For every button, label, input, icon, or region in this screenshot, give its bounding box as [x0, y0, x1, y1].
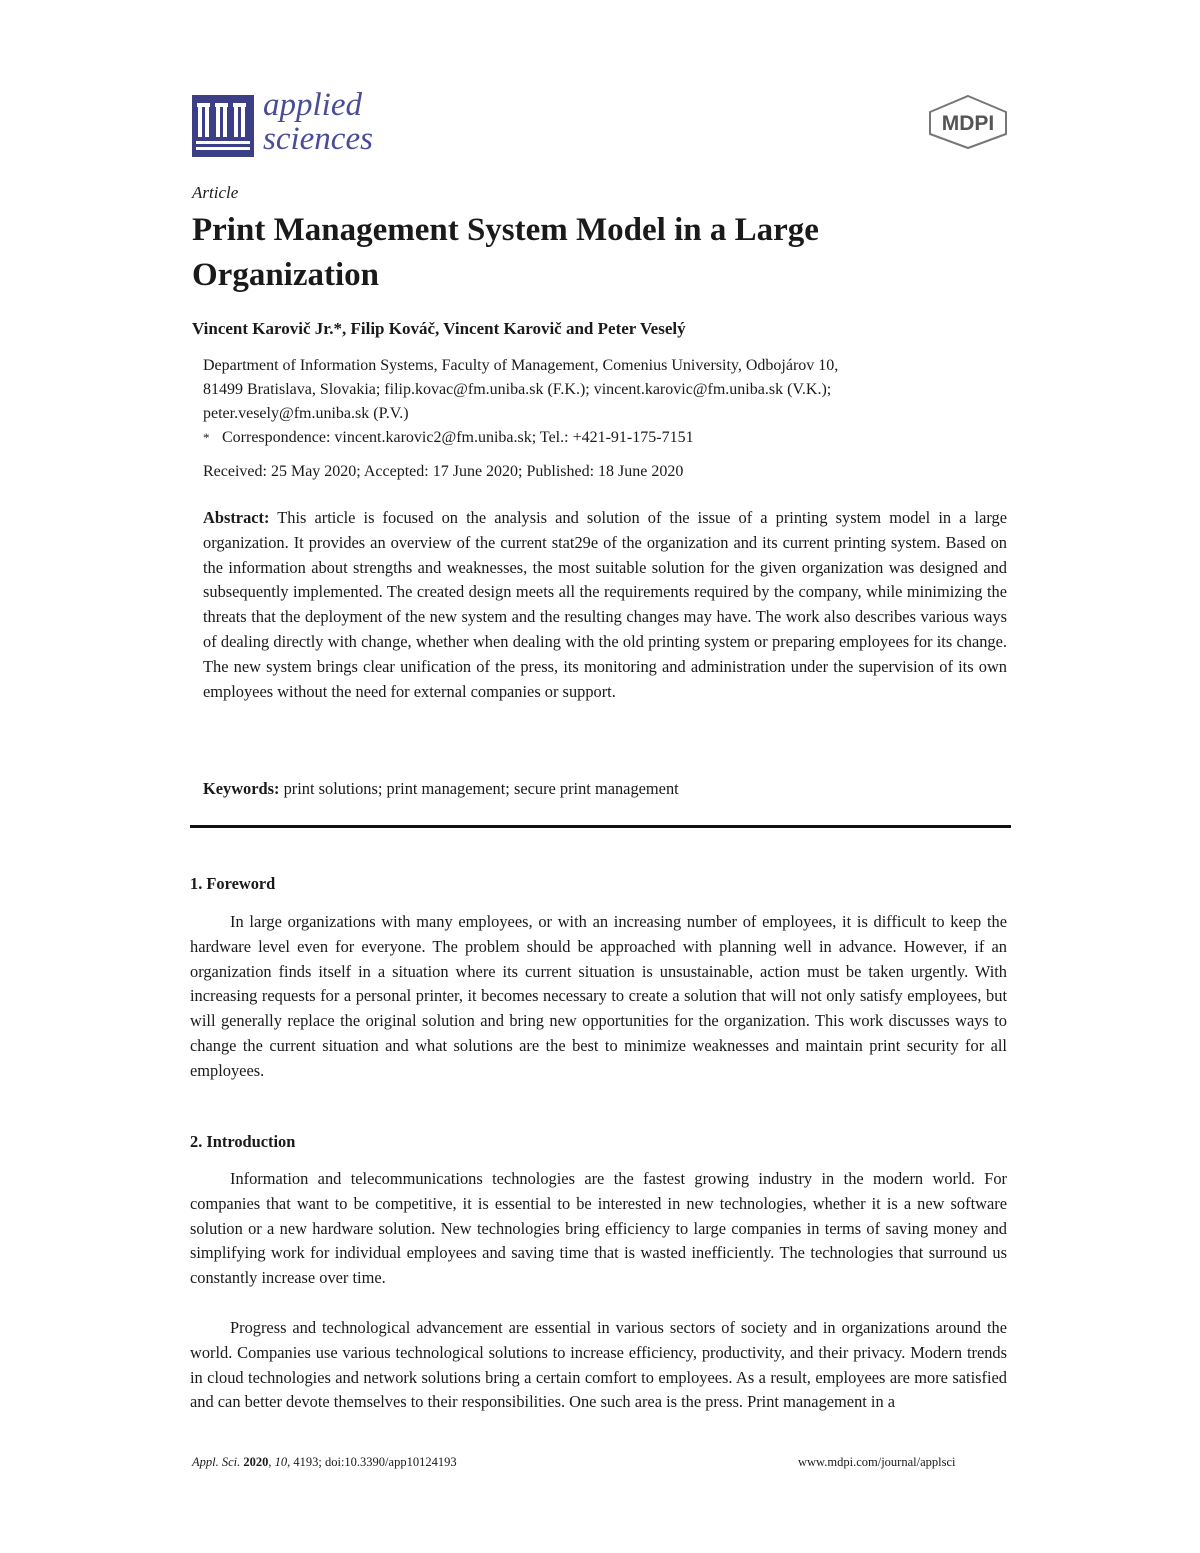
section-heading-introduction: 2. Introduction	[190, 1132, 296, 1151]
citation-year: 2020	[243, 1455, 269, 1469]
keywords	[203, 777, 1007, 801]
citation-footer: Appl. Sci. 2020, 10, 4193; doi:10.3390/app10124193	[192, 1455, 457, 1469]
affiliation-line: Department of Information Systems, Faculty of Management, Comenius University, Odbojárov 10,	[203, 357, 839, 374]
citation-volume: 10	[274, 1455, 288, 1469]
section-heading-foreword: 1. Foreword	[190, 874, 276, 893]
mdpi-logo-text: MDPI	[941, 112, 995, 135]
section-divider	[190, 825, 1011, 828]
journal-url-link[interactable]: www.mdpi.com/journal/applsci	[798, 1455, 956, 1469]
article-title: Print Management System Model in a Large Organization	[192, 212, 819, 293]
affiliations	[203, 354, 1003, 426]
publication-dates: Received: 25 May 2020; Accepted: 17 June 2020; Published: 18 June 2020	[203, 463, 684, 480]
journal-logo-line2: sciences	[263, 121, 373, 157]
mdpi-logo-icon	[926, 94, 1010, 150]
body-paragraph: Information and telecommunications technologies are the fastest growing industry in the modern world. For companies that want to be competitive, it is essential to be interested in new technologies, whether it is a new software solution or a new hardware solution. New technologies bring efficiency to large companies in terms of saving money and simplifying work for individual employees and saving time that is wasted inefficiently. The technologies that surround us constantly increase over time.	[190, 1169, 1007, 1288]
journal-abbrev: Appl. Sci.	[192, 1455, 241, 1469]
keywords-text: print solutions; print management; secure print management	[283, 779, 679, 798]
journal-logo-wordmark	[263, 88, 373, 156]
abstract-text: This article is focused on the analysis and solution of the issue of a printing system model in a large organization. It provides an overview of the current stat29e of the organization and its current printing system. Based on the information about strengths and weaknesses, the most suitable solution for the given organization was designed and subsequently implemented. The created design meets all the requirements required by the company, while minimizing the threats that the deployment of the new system and the resulting changes may have. The work also describes various ways of dealing directly with change, whether when dealing with the old printing system or preparing employees for its change. The new system brings clear unification of the press, its monitoring and administration under the supervision of its own employees without the need for external companies or support.	[203, 508, 1007, 701]
body-paragraph: Progress and technological advancement are essential in various sectors of society and in organizations around the world. Companies use various technological solutions to increase efficiency, productivity, and their privacy. Modern trends in cloud technologies and network solutions bring a certain comfort to employees. As a result, employees are more satisfied and can better devote themselves to their responsibilities. One such area is the press. Print management in a	[190, 1318, 1007, 1412]
article-type: Article	[192, 183, 239, 202]
abstract-label: Abstract:	[203, 508, 270, 527]
affiliation-line: 81499 Bratislava, Slovakia; filip.kovac@fm.uniba.sk (F.K.); vincent.karovic@fm.uniba.sk (V.K.);	[203, 381, 832, 398]
journal-logo-line1: applied	[263, 87, 362, 123]
body-paragraph: In large organizations with many employees, or with an increasing number of employees, it is difficult to keep the hardware level even for everyone. The problem should be approached with planning well in advance. However, if an organization finds itself in a situation where its current situation is unsustainable, action must be taken urgently. With increasing requests for a personal printer, it becomes necessary to create a solution that will not only satisfy employees, but will generally replace the original solution and bring new opportunities for the organization. This work discusses ways to change the current situation and what solutions are the best to minimize weaknesses and maintain print security for all employees.	[190, 912, 1007, 1080]
citation-doi: , 4193; doi:10.3390/app10124193	[287, 1455, 457, 1469]
correspondence-text: Correspondence: vincent.karovic2@fm.uniba.sk; Tel.: +421-91-175-7151	[222, 429, 694, 446]
keywords-label: Keywords:	[203, 779, 280, 798]
journal-logo-icon	[192, 95, 254, 157]
correspondence	[203, 426, 694, 450]
affiliation-line: peter.vesely@fm.uniba.sk (P.V.)	[203, 405, 409, 422]
author-list: Vincent Karovič Jr.*, Filip Kováč, Vincent Karovič and Peter Veselý	[192, 319, 686, 338]
abstract	[203, 506, 1007, 704]
correspondence-marker: *	[203, 430, 210, 445]
